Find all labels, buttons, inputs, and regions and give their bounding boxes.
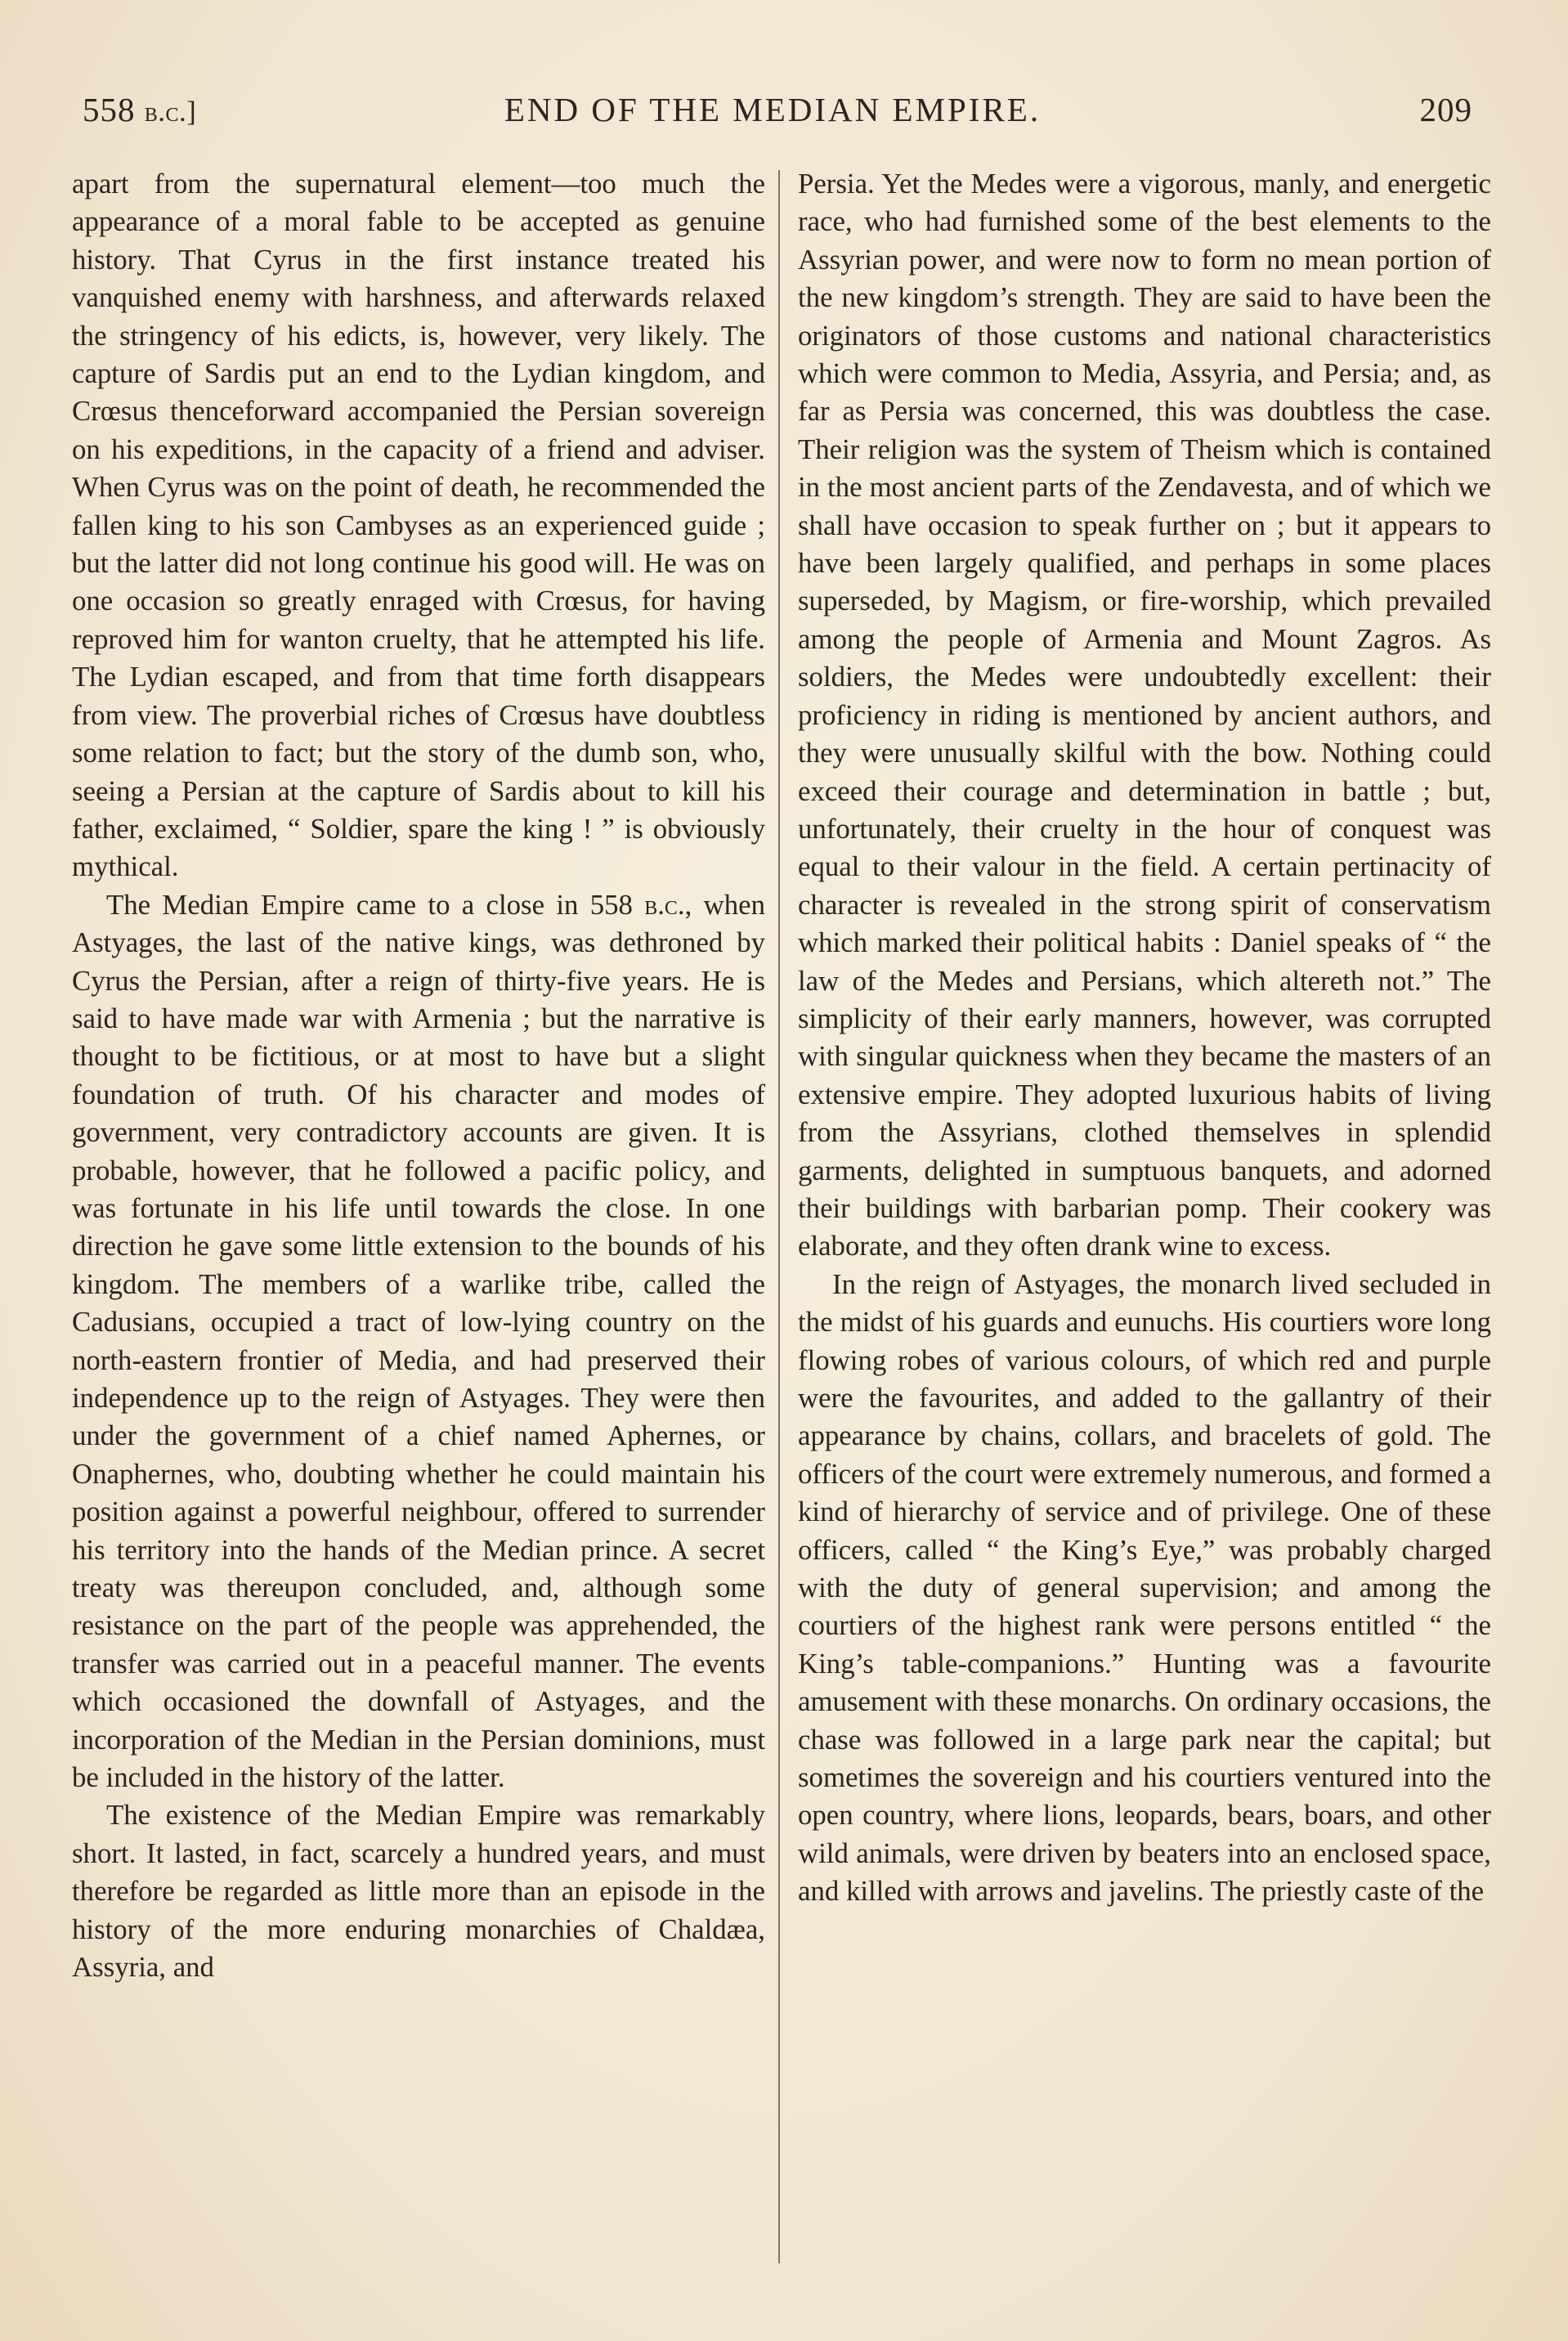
left-paragraph-2-rest: , when Astyages, the last of the native kings, was dethroned by Cyrus the Persian, after a reign of thirty-five years. He is said to have made war with Armenia ; but the narrative is thought to be fictitious, or at most to have but a slight foundation of truth. Of his character and modes of government, very contradictory accounts are given. It is probable, however, that he followed a pacific policy, and was fortunate in his life until towards the close. In one direction he gave some little extension to the bounds of his kingdom. The members of a warlike tribe, called the Cadusians, occupied a tract of low-lying country on the north-eastern frontier of Media, and had preserved their independence up to the reign of Astyages. They were then under the government of a chief named Aphernes, or Onaphernes, who, doubting whether he could maintain his position against a powerful neighbour, offered to surrender his territory into the hands of the Median prince. A secret treaty was thereupon concluded, and, although some resistance on the part of the people was apprehended, the transfer was carried out in a peaceful manner. The events which occasioned the downfall of Astyages, and the incorporation of the Median in the Persian dominions, must be included in the history of the latter. (72, 888, 765, 1794)
running-head-year: 558 (83, 91, 136, 128)
left-paragraph-2-start: The Median Empire came to a close in 558 (106, 888, 645, 921)
column-divider (778, 170, 780, 2263)
left-paragraph-3: The existence of the Median Empire was remarkably short. It lasted, in fact, scarcely a hundred years, and must therefore be regarded as little more than an episode in the history of the more enduring monarchies of Chaldæa, Assyria, and (72, 1799, 765, 1984)
right-paragraph-1: Persia. Yet the Medes were a vigorous, manly, and energetic race, who had furnished some of the best elements to the Assyrian power, and were now to form no mean portion of the new kingdom’s strength. They are said to have been the originators of those customs and national characteristics which were common to Media, Assyria, and Persia; and, as far as Persia was concerned, this was doubtless the case. Their religion was the system of Theism which is contained in the most ancient parts of the Zendavesta, and of which we shall have occasion to speak further on ; but it appears to have been largely qualified, and perhaps in some places superseded, by Magism, or fire-worship, which prevailed among the people of Armenia and Mount Zagros. As soldiers, the Medes were undoubtedly excellent: their proficiency in riding is mentioned by ancient authors, and they were unusually skilful with the bow. Nothing could exceed their courage and determination in battle ; but, unfortunately, their cruelty in the hour of conquest was equal to their valour in the field. A certain pertinacity of character is revealed in the strong spirit of conservatism which marked their political habits : Daniel speaks of “ the law of the Medes and Persians, which altereth not.” The simplicity of their early manners, however, was corrupted with singular quickness when they became the masters of an extensive empire. They adopted luxurious habits of living from the Assyrians, clothed themselves in splendid garments, delighted in sumptuous banquets, and adorned their buildings with barbarian pomp. Their cookery was elaborate, and they often drank wine to excess. (798, 168, 1491, 1262)
left-paragraph-2 (72, 886, 765, 1797)
running-head-era: b.c.] (144, 96, 197, 128)
right-column (798, 165, 1491, 1911)
left-paragraph-1: apart from the supernatural element—too much the appearance of a moral fable to be accepted as genuine history. That Cyrus in the first instance treated his vanquished enemy with harshness, and afterwards relaxed the stringency of his edicts, is, however, very likely. The capture of Sardis put an end to the Lydian kingdom, and Crœsus thenceforward accompanied the Persian sovereign on his expeditions, in the capacity of a friend and adviser. When Cyrus was on the point of death, he recommended the fallen king to his son Cambyses as an experienced guide ; but the latter did not long continue his good will. He was on one occasion so greatly enraged with Crœsus, for having reproved him for wanton cruelty, that he attempted his life. The Lydian escaped, and from that time forth disappears from view. The proverbial riches of Crœsus have doubtless some relation to fact; but the story of the dumb son, who, seeing a Persian at the capture of Sardis about to kill his father, exclaimed, “ Soldier, spare the king ! ” is obviously mythical. (72, 168, 765, 883)
page-number: 209 (1419, 91, 1472, 128)
left-paragraph-2-era: b.c. (644, 888, 685, 921)
left-column (72, 165, 765, 1987)
running-head-title: END OF THE MEDIAN EMPIRE. (504, 91, 1042, 128)
running-head (78, 90, 1472, 139)
right-paragraph-2: In the reign of Astyages, the monarch lived secluded in the midst of his guards and eunuchs. His courtiers wore long flowing robes of various colours, of which red and purple were the favourites, and added to the gallantry of their appearance by chains, collars, and bracelets of gold. The officers of the court were extremely numerous, and formed a kind of hierarchy of service and of privilege. One of these officers, called “ the King’s Eye,” was probably charged with the duty of general supervision; and among the courtiers of the highest rank were persons entitled “ the King’s table-companions.” Hunting was a favourite amusement with these monarchs. On ordinary occasions, the chase was followed in a large park near the capital; but sometimes the sovereign and his courtiers ventured into the open country, where lions, leopards, bears, boars, and other wild animals, were driven by beaters into an enclosed space, and killed with arrows and javelins. The priestly caste of the (798, 1267, 1491, 1908)
